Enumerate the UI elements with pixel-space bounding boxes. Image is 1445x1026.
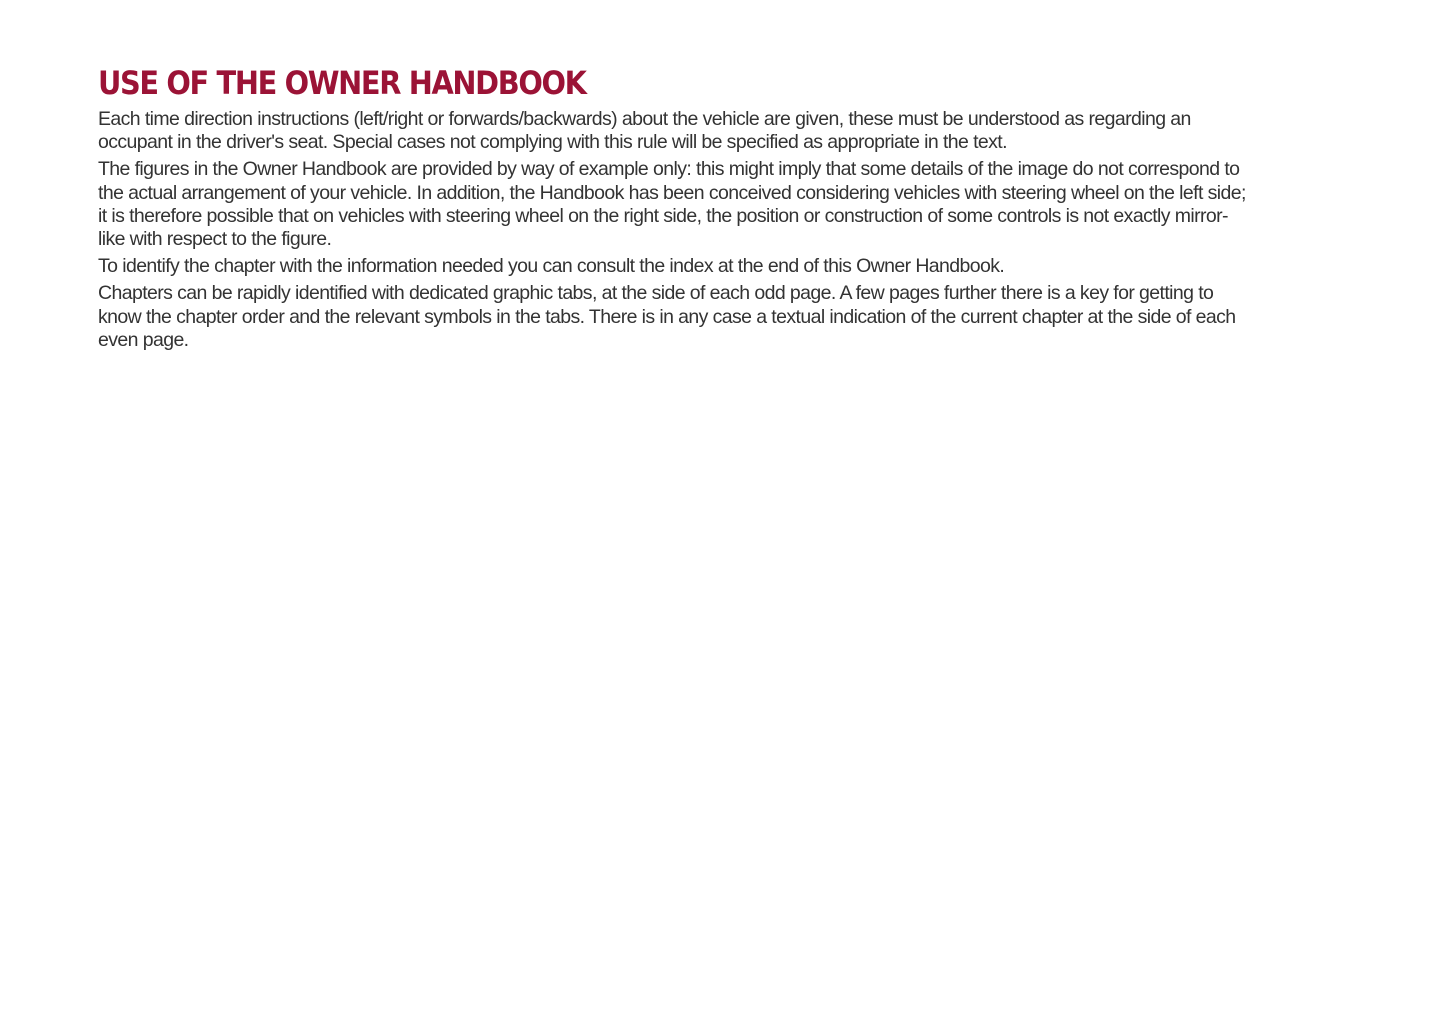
page-title: USE OF THE OWNER HANDBOOK: [98, 64, 586, 102]
handbook-page: [98, 62, 1248, 356]
paragraph-figures: The figures in the Owner Handbook are provided by way of example only: this might imply that some details of the image do not correspond to the actual arrangement of your vehicle. In addition, the Handbook has been conceived considering vehicles with steering wheel on the left side; it is therefore possible that on vehicles with steering wheel on the right side, the position or construction of some controls is not exactly mirror-like with respect to the figure.: [98, 158, 1246, 251]
paragraph-chapter-tabs: Chapters can be rapidly identified with dedicated graphic tabs, at the side of each odd page. A few pages further there is a key for getting to know the chapter order and the relevant symbols in the tabs. There is in any case a textual indication of the current chapter at the side of each even page.: [98, 282, 1236, 351]
paragraph-index: To identify the chapter with the information needed you can consult the index at the end of this Owner Handbook.: [98, 255, 1005, 278]
paragraph-direction-instructions: Each time direction instructions (left/right or forwards/backwards) about the vehicle are given, these must be understood as regarding an occupant in the driver's seat. Special cases not complying with this rule will be specified as appropriate in the text.: [98, 108, 1191, 154]
